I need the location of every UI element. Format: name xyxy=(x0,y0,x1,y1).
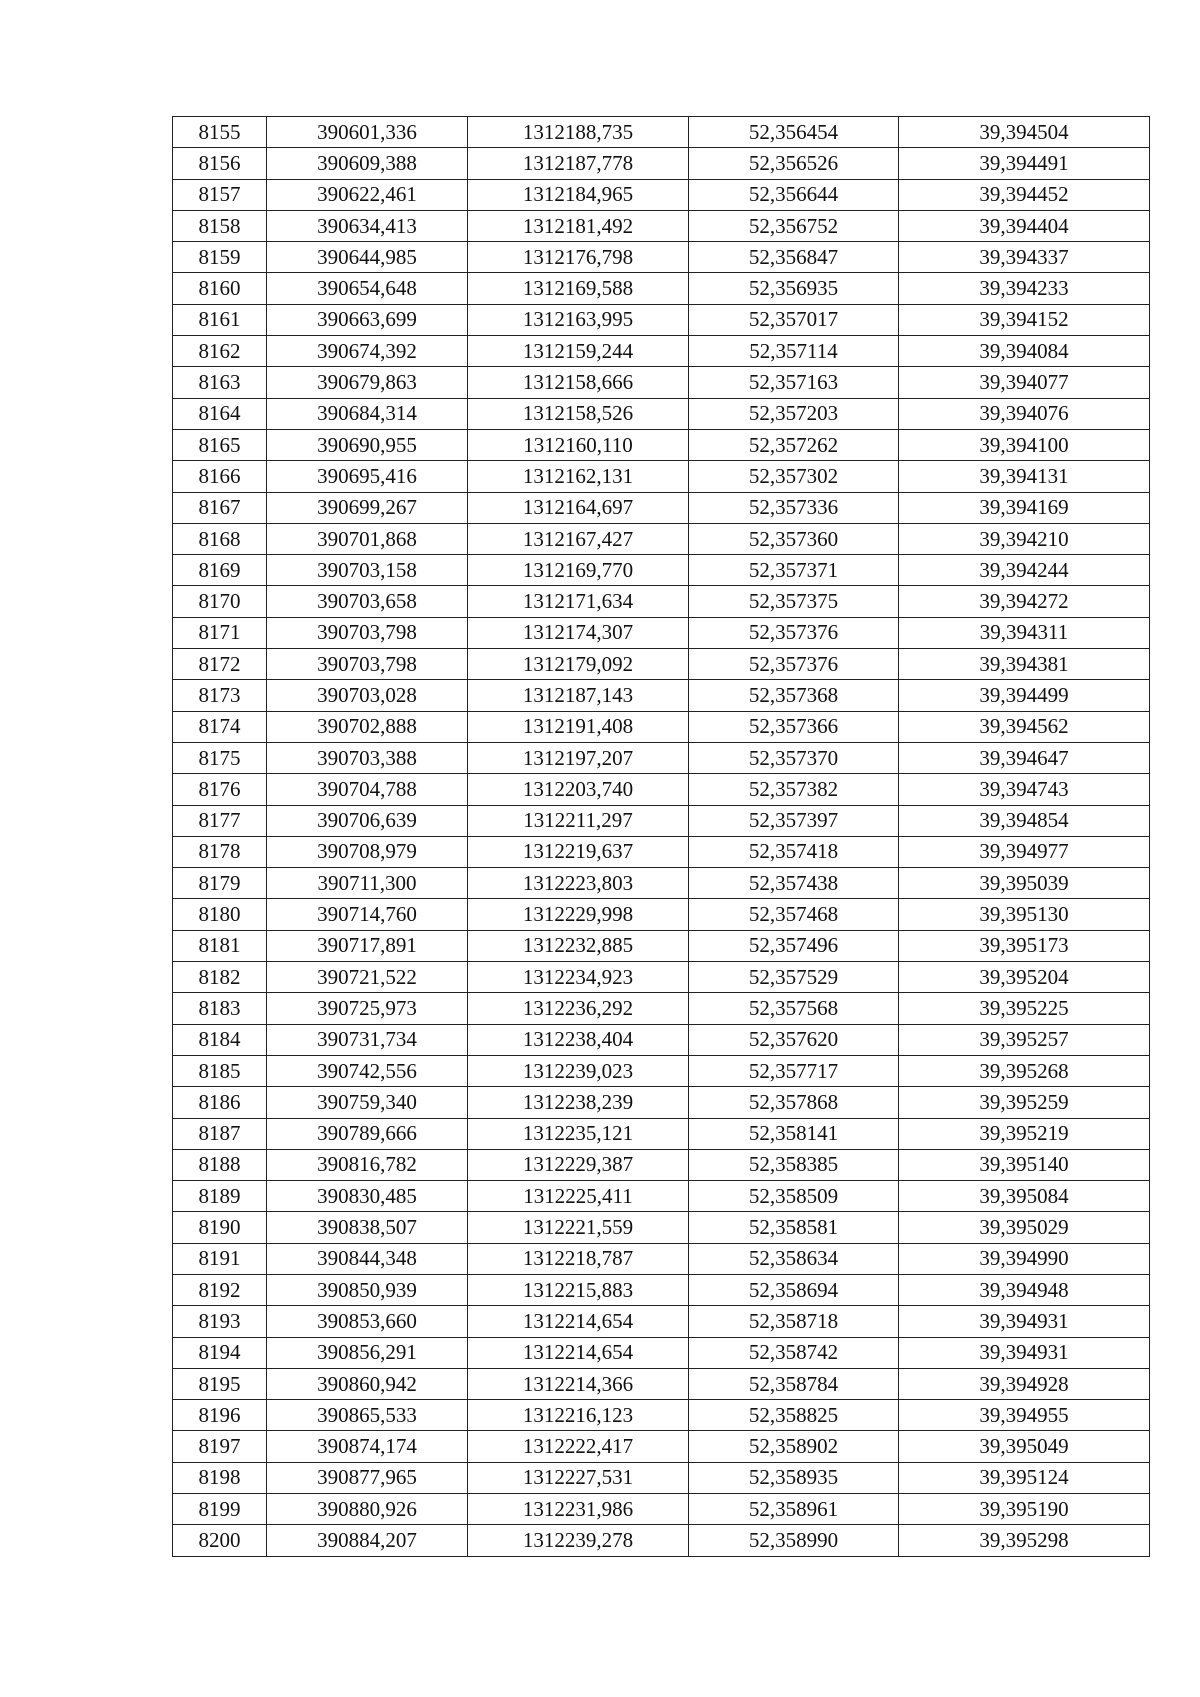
x-coordinate-cell: 390703,798 xyxy=(267,649,468,680)
x-coordinate-cell: 390674,392 xyxy=(267,336,468,367)
latitude-cell: 52,358935 xyxy=(689,1462,899,1493)
y-coordinate-cell: 1312238,239 xyxy=(468,1087,689,1118)
y-coordinate-cell: 1312163,995 xyxy=(468,304,689,335)
table-row xyxy=(173,429,1150,460)
longitude-cell: 39,394854 xyxy=(899,805,1150,836)
table-row xyxy=(173,523,1150,554)
longitude-cell: 39,395173 xyxy=(899,930,1150,961)
x-coordinate-cell: 390789,666 xyxy=(267,1118,468,1149)
x-coordinate-cell: 390663,699 xyxy=(267,304,468,335)
longitude-cell: 39,394931 xyxy=(899,1306,1150,1337)
x-coordinate-cell: 390708,979 xyxy=(267,836,468,867)
table-row xyxy=(173,1118,1150,1149)
x-coordinate-cell: 390850,939 xyxy=(267,1274,468,1305)
point-number-cell: 8199 xyxy=(173,1494,267,1525)
y-coordinate-cell: 1312219,637 xyxy=(468,836,689,867)
table-row xyxy=(173,1306,1150,1337)
point-number-cell: 8164 xyxy=(173,398,267,429)
x-coordinate-cell: 390830,485 xyxy=(267,1181,468,1212)
latitude-cell: 52,358825 xyxy=(689,1400,899,1431)
y-coordinate-cell: 1312164,697 xyxy=(468,492,689,523)
longitude-cell: 39,394077 xyxy=(899,367,1150,398)
y-coordinate-cell: 1312158,526 xyxy=(468,398,689,429)
longitude-cell: 39,394381 xyxy=(899,649,1150,680)
x-coordinate-cell: 390711,300 xyxy=(267,868,468,899)
y-coordinate-cell: 1312238,404 xyxy=(468,1024,689,1055)
table-row xyxy=(173,1337,1150,1368)
point-number-cell: 8174 xyxy=(173,711,267,742)
longitude-cell: 39,394100 xyxy=(899,429,1150,460)
latitude-cell: 52,358581 xyxy=(689,1212,899,1243)
latitude-cell: 52,358990 xyxy=(689,1525,899,1556)
y-coordinate-cell: 1312188,735 xyxy=(468,117,689,148)
x-coordinate-cell: 390622,461 xyxy=(267,179,468,210)
point-number-cell: 8191 xyxy=(173,1243,267,1274)
latitude-cell: 52,357375 xyxy=(689,586,899,617)
longitude-cell: 39,395124 xyxy=(899,1462,1150,1493)
latitude-cell: 52,357868 xyxy=(689,1087,899,1118)
table-row xyxy=(173,1212,1150,1243)
x-coordinate-cell: 390684,314 xyxy=(267,398,468,429)
point-number-cell: 8188 xyxy=(173,1149,267,1180)
point-number-cell: 8166 xyxy=(173,461,267,492)
table-row xyxy=(173,492,1150,523)
longitude-cell: 39,394562 xyxy=(899,711,1150,742)
longitude-cell: 39,394504 xyxy=(899,117,1150,148)
point-number-cell: 8190 xyxy=(173,1212,267,1243)
latitude-cell: 52,357382 xyxy=(689,774,899,805)
latitude-cell: 52,357376 xyxy=(689,649,899,680)
y-coordinate-cell: 1312174,307 xyxy=(468,617,689,648)
x-coordinate-cell: 390704,788 xyxy=(267,774,468,805)
longitude-cell: 39,395029 xyxy=(899,1212,1150,1243)
longitude-cell: 39,394491 xyxy=(899,148,1150,179)
point-number-cell: 8157 xyxy=(173,179,267,210)
latitude-cell: 52,357163 xyxy=(689,367,899,398)
latitude-cell: 52,358784 xyxy=(689,1368,899,1399)
y-coordinate-cell: 1312223,803 xyxy=(468,868,689,899)
longitude-cell: 39,394647 xyxy=(899,742,1150,773)
point-number-cell: 8170 xyxy=(173,586,267,617)
y-coordinate-cell: 1312235,121 xyxy=(468,1118,689,1149)
x-coordinate-cell: 390759,340 xyxy=(267,1087,468,1118)
latitude-cell: 52,357529 xyxy=(689,962,899,993)
y-coordinate-cell: 1312187,143 xyxy=(468,680,689,711)
longitude-cell: 39,394743 xyxy=(899,774,1150,805)
point-number-cell: 8167 xyxy=(173,492,267,523)
table-row xyxy=(173,899,1150,930)
latitude-cell: 52,357262 xyxy=(689,429,899,460)
x-coordinate-cell: 390725,973 xyxy=(267,993,468,1024)
table-row xyxy=(173,868,1150,899)
latitude-cell: 52,356454 xyxy=(689,117,899,148)
point-number-cell: 8194 xyxy=(173,1337,267,1368)
point-number-cell: 8155 xyxy=(173,117,267,148)
x-coordinate-cell: 390838,507 xyxy=(267,1212,468,1243)
y-coordinate-cell: 1312214,654 xyxy=(468,1306,689,1337)
table-row xyxy=(173,179,1150,210)
point-number-cell: 8173 xyxy=(173,680,267,711)
x-coordinate-cell: 390702,888 xyxy=(267,711,468,742)
point-number-cell: 8163 xyxy=(173,367,267,398)
latitude-cell: 52,358634 xyxy=(689,1243,899,1274)
point-number-cell: 8200 xyxy=(173,1525,267,1556)
table-row xyxy=(173,993,1150,1024)
point-number-cell: 8179 xyxy=(173,868,267,899)
y-coordinate-cell: 1312159,244 xyxy=(468,336,689,367)
point-number-cell: 8175 xyxy=(173,742,267,773)
latitude-cell: 52,357114 xyxy=(689,336,899,367)
y-coordinate-cell: 1312176,798 xyxy=(468,242,689,273)
table-row xyxy=(173,1243,1150,1274)
table-row xyxy=(173,210,1150,241)
point-number-cell: 8183 xyxy=(173,993,267,1024)
y-coordinate-cell: 1312203,740 xyxy=(468,774,689,805)
x-coordinate-cell: 390703,028 xyxy=(267,680,468,711)
longitude-cell: 39,395140 xyxy=(899,1149,1150,1180)
y-coordinate-cell: 1312181,492 xyxy=(468,210,689,241)
latitude-cell: 52,357568 xyxy=(689,993,899,1024)
y-coordinate-cell: 1312214,366 xyxy=(468,1368,689,1399)
point-number-cell: 8185 xyxy=(173,1055,267,1086)
y-coordinate-cell: 1312227,531 xyxy=(468,1462,689,1493)
y-coordinate-cell: 1312214,654 xyxy=(468,1337,689,1368)
point-number-cell: 8156 xyxy=(173,148,267,179)
longitude-cell: 39,394990 xyxy=(899,1243,1150,1274)
x-coordinate-cell: 390880,926 xyxy=(267,1494,468,1525)
x-coordinate-cell: 390860,942 xyxy=(267,1368,468,1399)
latitude-cell: 52,357376 xyxy=(689,617,899,648)
latitude-cell: 52,357336 xyxy=(689,492,899,523)
latitude-cell: 52,356752 xyxy=(689,210,899,241)
table-row xyxy=(173,1181,1150,1212)
latitude-cell: 52,358694 xyxy=(689,1274,899,1305)
point-number-cell: 8158 xyxy=(173,210,267,241)
latitude-cell: 52,356847 xyxy=(689,242,899,273)
y-coordinate-cell: 1312211,297 xyxy=(468,805,689,836)
point-number-cell: 8192 xyxy=(173,1274,267,1305)
table-row xyxy=(173,398,1150,429)
point-number-cell: 8184 xyxy=(173,1024,267,1055)
point-number-cell: 8195 xyxy=(173,1368,267,1399)
table-row xyxy=(173,1400,1150,1431)
point-number-cell: 8160 xyxy=(173,273,267,304)
point-number-cell: 8177 xyxy=(173,805,267,836)
longitude-cell: 39,394977 xyxy=(899,836,1150,867)
point-number-cell: 8180 xyxy=(173,899,267,930)
latitude-cell: 52,356644 xyxy=(689,179,899,210)
y-coordinate-cell: 1312216,123 xyxy=(468,1400,689,1431)
table-row xyxy=(173,1431,1150,1462)
x-coordinate-cell: 390884,207 xyxy=(267,1525,468,1556)
x-coordinate-cell: 390731,734 xyxy=(267,1024,468,1055)
longitude-cell: 39,394499 xyxy=(899,680,1150,711)
y-coordinate-cell: 1312167,427 xyxy=(468,523,689,554)
longitude-cell: 39,395190 xyxy=(899,1494,1150,1525)
longitude-cell: 39,394928 xyxy=(899,1368,1150,1399)
y-coordinate-cell: 1312221,559 xyxy=(468,1212,689,1243)
table-row xyxy=(173,1087,1150,1118)
longitude-cell: 39,394404 xyxy=(899,210,1150,241)
y-coordinate-cell: 1312184,965 xyxy=(468,179,689,210)
point-number-cell: 8176 xyxy=(173,774,267,805)
table-row xyxy=(173,680,1150,711)
longitude-cell: 39,394337 xyxy=(899,242,1150,273)
point-number-cell: 8189 xyxy=(173,1181,267,1212)
table-row xyxy=(173,273,1150,304)
latitude-cell: 52,357438 xyxy=(689,868,899,899)
table-row xyxy=(173,805,1150,836)
table-row xyxy=(173,336,1150,367)
y-coordinate-cell: 1312171,634 xyxy=(468,586,689,617)
longitude-cell: 39,395268 xyxy=(899,1055,1150,1086)
point-number-cell: 8161 xyxy=(173,304,267,335)
x-coordinate-cell: 390703,158 xyxy=(267,555,468,586)
longitude-cell: 39,395049 xyxy=(899,1431,1150,1462)
y-coordinate-cell: 1312234,923 xyxy=(468,962,689,993)
table-row xyxy=(173,1462,1150,1493)
point-number-cell: 8186 xyxy=(173,1087,267,1118)
coordinates-table-body xyxy=(173,117,1150,1557)
table-row xyxy=(173,836,1150,867)
latitude-cell: 52,358902 xyxy=(689,1431,899,1462)
table-row xyxy=(173,1055,1150,1086)
table-row xyxy=(173,711,1150,742)
x-coordinate-cell: 390609,388 xyxy=(267,148,468,179)
x-coordinate-cell: 390634,413 xyxy=(267,210,468,241)
table-row xyxy=(173,461,1150,492)
longitude-cell: 39,395219 xyxy=(899,1118,1150,1149)
point-number-cell: 8198 xyxy=(173,1462,267,1493)
point-number-cell: 8181 xyxy=(173,930,267,961)
y-coordinate-cell: 1312239,278 xyxy=(468,1525,689,1556)
table-row xyxy=(173,617,1150,648)
coordinates-table xyxy=(172,116,1150,1557)
point-number-cell: 8171 xyxy=(173,617,267,648)
latitude-cell: 52,358961 xyxy=(689,1494,899,1525)
point-number-cell: 8165 xyxy=(173,429,267,460)
table-row xyxy=(173,304,1150,335)
longitude-cell: 39,394948 xyxy=(899,1274,1150,1305)
x-coordinate-cell: 390699,267 xyxy=(267,492,468,523)
latitude-cell: 52,356935 xyxy=(689,273,899,304)
point-number-cell: 8162 xyxy=(173,336,267,367)
y-coordinate-cell: 1312160,110 xyxy=(468,429,689,460)
x-coordinate-cell: 390703,798 xyxy=(267,617,468,648)
latitude-cell: 52,357360 xyxy=(689,523,899,554)
latitude-cell: 52,357366 xyxy=(689,711,899,742)
x-coordinate-cell: 390695,416 xyxy=(267,461,468,492)
y-coordinate-cell: 1312225,411 xyxy=(468,1181,689,1212)
table-row xyxy=(173,555,1150,586)
longitude-cell: 39,394084 xyxy=(899,336,1150,367)
point-number-cell: 8172 xyxy=(173,649,267,680)
longitude-cell: 39,394233 xyxy=(899,273,1150,304)
table-row xyxy=(173,117,1150,148)
x-coordinate-cell: 390853,660 xyxy=(267,1306,468,1337)
x-coordinate-cell: 390877,965 xyxy=(267,1462,468,1493)
point-number-cell: 8178 xyxy=(173,836,267,867)
latitude-cell: 52,357017 xyxy=(689,304,899,335)
latitude-cell: 52,357496 xyxy=(689,930,899,961)
table-row xyxy=(173,649,1150,680)
x-coordinate-cell: 390690,955 xyxy=(267,429,468,460)
latitude-cell: 52,356526 xyxy=(689,148,899,179)
y-coordinate-cell: 1312179,092 xyxy=(468,649,689,680)
point-number-cell: 8197 xyxy=(173,1431,267,1462)
y-coordinate-cell: 1312162,131 xyxy=(468,461,689,492)
table-row xyxy=(173,774,1150,805)
longitude-cell: 39,394076 xyxy=(899,398,1150,429)
latitude-cell: 52,357371 xyxy=(689,555,899,586)
x-coordinate-cell: 390816,782 xyxy=(267,1149,468,1180)
latitude-cell: 52,357302 xyxy=(689,461,899,492)
x-coordinate-cell: 390721,522 xyxy=(267,962,468,993)
latitude-cell: 52,357620 xyxy=(689,1024,899,1055)
x-coordinate-cell: 390874,174 xyxy=(267,1431,468,1462)
longitude-cell: 39,394131 xyxy=(899,461,1150,492)
longitude-cell: 39,395257 xyxy=(899,1024,1150,1055)
longitude-cell: 39,394272 xyxy=(899,586,1150,617)
table-row xyxy=(173,1525,1150,1556)
longitude-cell: 39,395039 xyxy=(899,868,1150,899)
x-coordinate-cell: 390679,863 xyxy=(267,367,468,398)
latitude-cell: 52,358509 xyxy=(689,1181,899,1212)
x-coordinate-cell: 390742,556 xyxy=(267,1055,468,1086)
y-coordinate-cell: 1312158,666 xyxy=(468,367,689,398)
latitude-cell: 52,358385 xyxy=(689,1149,899,1180)
latitude-cell: 52,357717 xyxy=(689,1055,899,1086)
x-coordinate-cell: 390865,533 xyxy=(267,1400,468,1431)
latitude-cell: 52,357370 xyxy=(689,742,899,773)
longitude-cell: 39,395130 xyxy=(899,899,1150,930)
point-number-cell: 8187 xyxy=(173,1118,267,1149)
table-row xyxy=(173,148,1150,179)
longitude-cell: 39,395259 xyxy=(899,1087,1150,1118)
latitude-cell: 52,358718 xyxy=(689,1306,899,1337)
table-row xyxy=(173,962,1150,993)
y-coordinate-cell: 1312218,787 xyxy=(468,1243,689,1274)
latitude-cell: 52,358742 xyxy=(689,1337,899,1368)
point-number-cell: 8196 xyxy=(173,1400,267,1431)
table-row xyxy=(173,367,1150,398)
longitude-cell: 39,394311 xyxy=(899,617,1150,648)
point-number-cell: 8182 xyxy=(173,962,267,993)
table-row xyxy=(173,930,1150,961)
latitude-cell: 52,357368 xyxy=(689,680,899,711)
longitude-cell: 39,395204 xyxy=(899,962,1150,993)
table-row xyxy=(173,586,1150,617)
table-row xyxy=(173,1024,1150,1055)
y-coordinate-cell: 1312239,023 xyxy=(468,1055,689,1086)
longitude-cell: 39,394210 xyxy=(899,523,1150,554)
x-coordinate-cell: 390703,388 xyxy=(267,742,468,773)
longitude-cell: 39,394244 xyxy=(899,555,1150,586)
x-coordinate-cell: 390706,639 xyxy=(267,805,468,836)
longitude-cell: 39,395084 xyxy=(899,1181,1150,1212)
latitude-cell: 52,357418 xyxy=(689,836,899,867)
y-coordinate-cell: 1312222,417 xyxy=(468,1431,689,1462)
longitude-cell: 39,395225 xyxy=(899,993,1150,1024)
x-coordinate-cell: 390703,658 xyxy=(267,586,468,617)
table-row xyxy=(173,242,1150,273)
longitude-cell: 39,394152 xyxy=(899,304,1150,335)
x-coordinate-cell: 390601,336 xyxy=(267,117,468,148)
y-coordinate-cell: 1312215,883 xyxy=(468,1274,689,1305)
latitude-cell: 52,358141 xyxy=(689,1118,899,1149)
point-number-cell: 8169 xyxy=(173,555,267,586)
y-coordinate-cell: 1312229,387 xyxy=(468,1149,689,1180)
y-coordinate-cell: 1312191,408 xyxy=(468,711,689,742)
longitude-cell: 39,394169 xyxy=(899,492,1150,523)
y-coordinate-cell: 1312197,207 xyxy=(468,742,689,773)
table-row xyxy=(173,1149,1150,1180)
longitude-cell: 39,394452 xyxy=(899,179,1150,210)
table-row xyxy=(173,742,1150,773)
y-coordinate-cell: 1312169,770 xyxy=(468,555,689,586)
x-coordinate-cell: 390644,985 xyxy=(267,242,468,273)
latitude-cell: 52,357468 xyxy=(689,899,899,930)
longitude-cell: 39,394931 xyxy=(899,1337,1150,1368)
y-coordinate-cell: 1312187,778 xyxy=(468,148,689,179)
point-number-cell: 8193 xyxy=(173,1306,267,1337)
y-coordinate-cell: 1312232,885 xyxy=(468,930,689,961)
table-row xyxy=(173,1494,1150,1525)
x-coordinate-cell: 390654,648 xyxy=(267,273,468,304)
point-number-cell: 8159 xyxy=(173,242,267,273)
point-number-cell: 8168 xyxy=(173,523,267,554)
x-coordinate-cell: 390714,760 xyxy=(267,899,468,930)
y-coordinate-cell: 1312236,292 xyxy=(468,993,689,1024)
x-coordinate-cell: 390856,291 xyxy=(267,1337,468,1368)
y-coordinate-cell: 1312169,588 xyxy=(468,273,689,304)
latitude-cell: 52,357203 xyxy=(689,398,899,429)
latitude-cell: 52,357397 xyxy=(689,805,899,836)
longitude-cell: 39,395298 xyxy=(899,1525,1150,1556)
x-coordinate-cell: 390717,891 xyxy=(267,930,468,961)
y-coordinate-cell: 1312231,986 xyxy=(468,1494,689,1525)
x-coordinate-cell: 390844,348 xyxy=(267,1243,468,1274)
y-coordinate-cell: 1312229,998 xyxy=(468,899,689,930)
longitude-cell: 39,394955 xyxy=(899,1400,1150,1431)
table-row xyxy=(173,1368,1150,1399)
table-row xyxy=(173,1274,1150,1305)
x-coordinate-cell: 390701,868 xyxy=(267,523,468,554)
